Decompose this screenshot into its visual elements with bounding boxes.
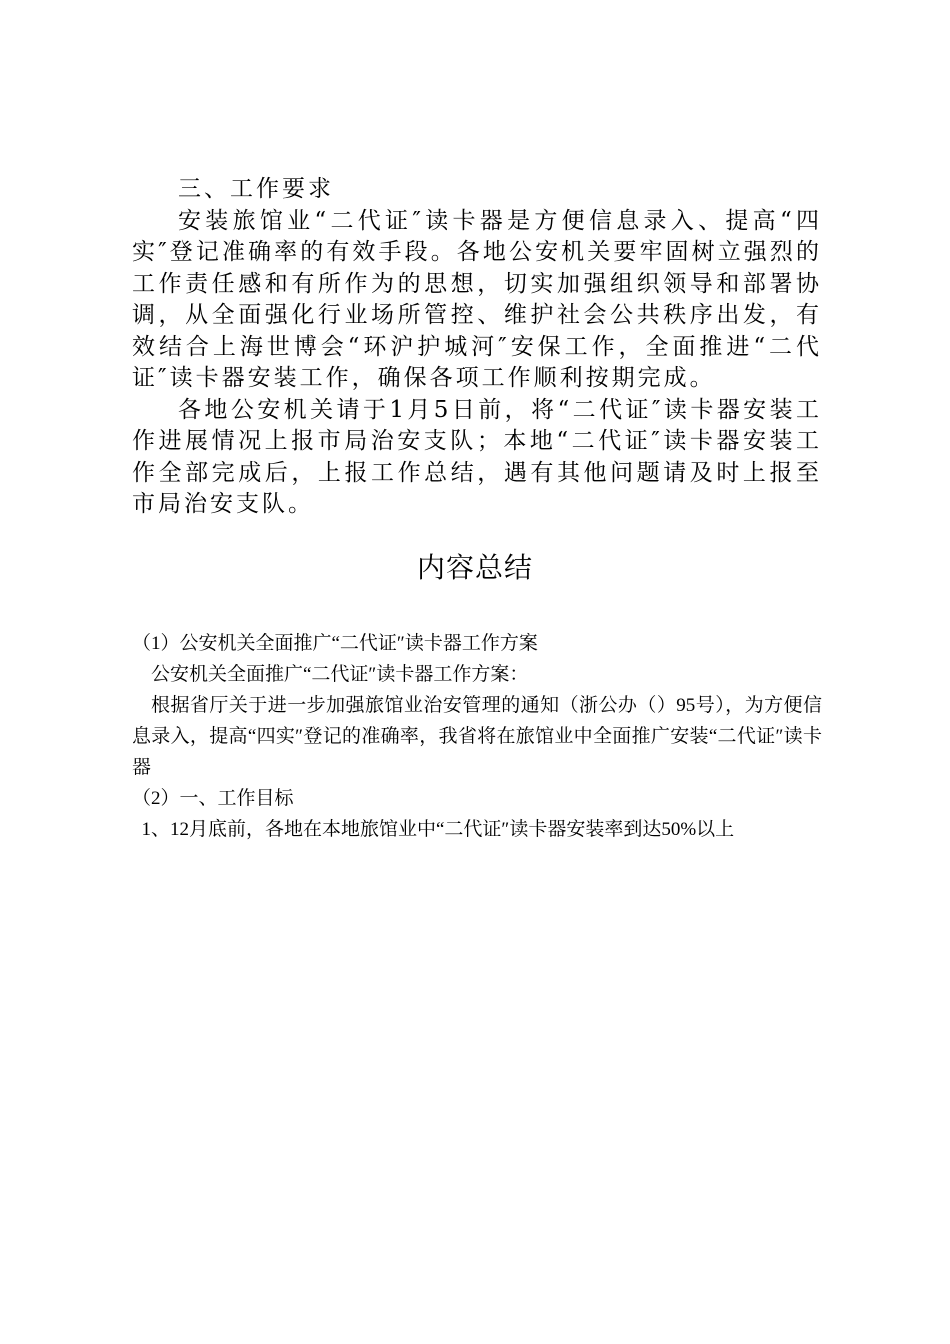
summary-line: 1、12月底前，各地在本地旅馆业中“二代证″读卡器安装率到达50%以上 (141, 819, 735, 840)
summary-line: 根据省厅关于进一步加强旅馆业治安管理的通知（浙公办（）95号），为方便信息录入，提高“四实″登记的准确率，我省将在旅馆业中全面推广安装“二代证″读卡器 (132, 695, 822, 778)
work-requirements-section (132, 174, 822, 521)
section-heading: 三、工作要求 (178, 176, 334, 202)
summary-section (132, 628, 822, 845)
summary-line: （2）一、工作目标 (132, 788, 294, 809)
summary-title: 内容总结 (416, 551, 533, 584)
body-paragraph: 安装旅馆业“二代证″读卡器是方便信息录入、提高“四实″登记准确率的有效手段。各地公安机关要牢固树立强烈的工作责任感和有所作为的思想，切实加强组织领导和部署协调，从全面强化行业场所管控、维护社会公共秩序出发，有效结合上海世博会“环沪护城河″安保工作，全面推进“二代证″读卡器安装工作，确保各项工作顺利按期完成。 (132, 207, 822, 391)
summary-line: （1）公安机关全面推广“二代证″读卡器工作方案 (132, 633, 538, 654)
body-paragraph: 各地公安机关请于1月5日前，将“二代证″读卡器安装工作进展情况上报市局治安支队；本地“二代证″读卡器安装工作全部完成后，上报工作总结，遇有其他问题请及时上报至市局治安支队。 (132, 396, 822, 517)
summary-line: 公安机关全面推广“二代证″读卡器工作方案： (151, 664, 529, 685)
